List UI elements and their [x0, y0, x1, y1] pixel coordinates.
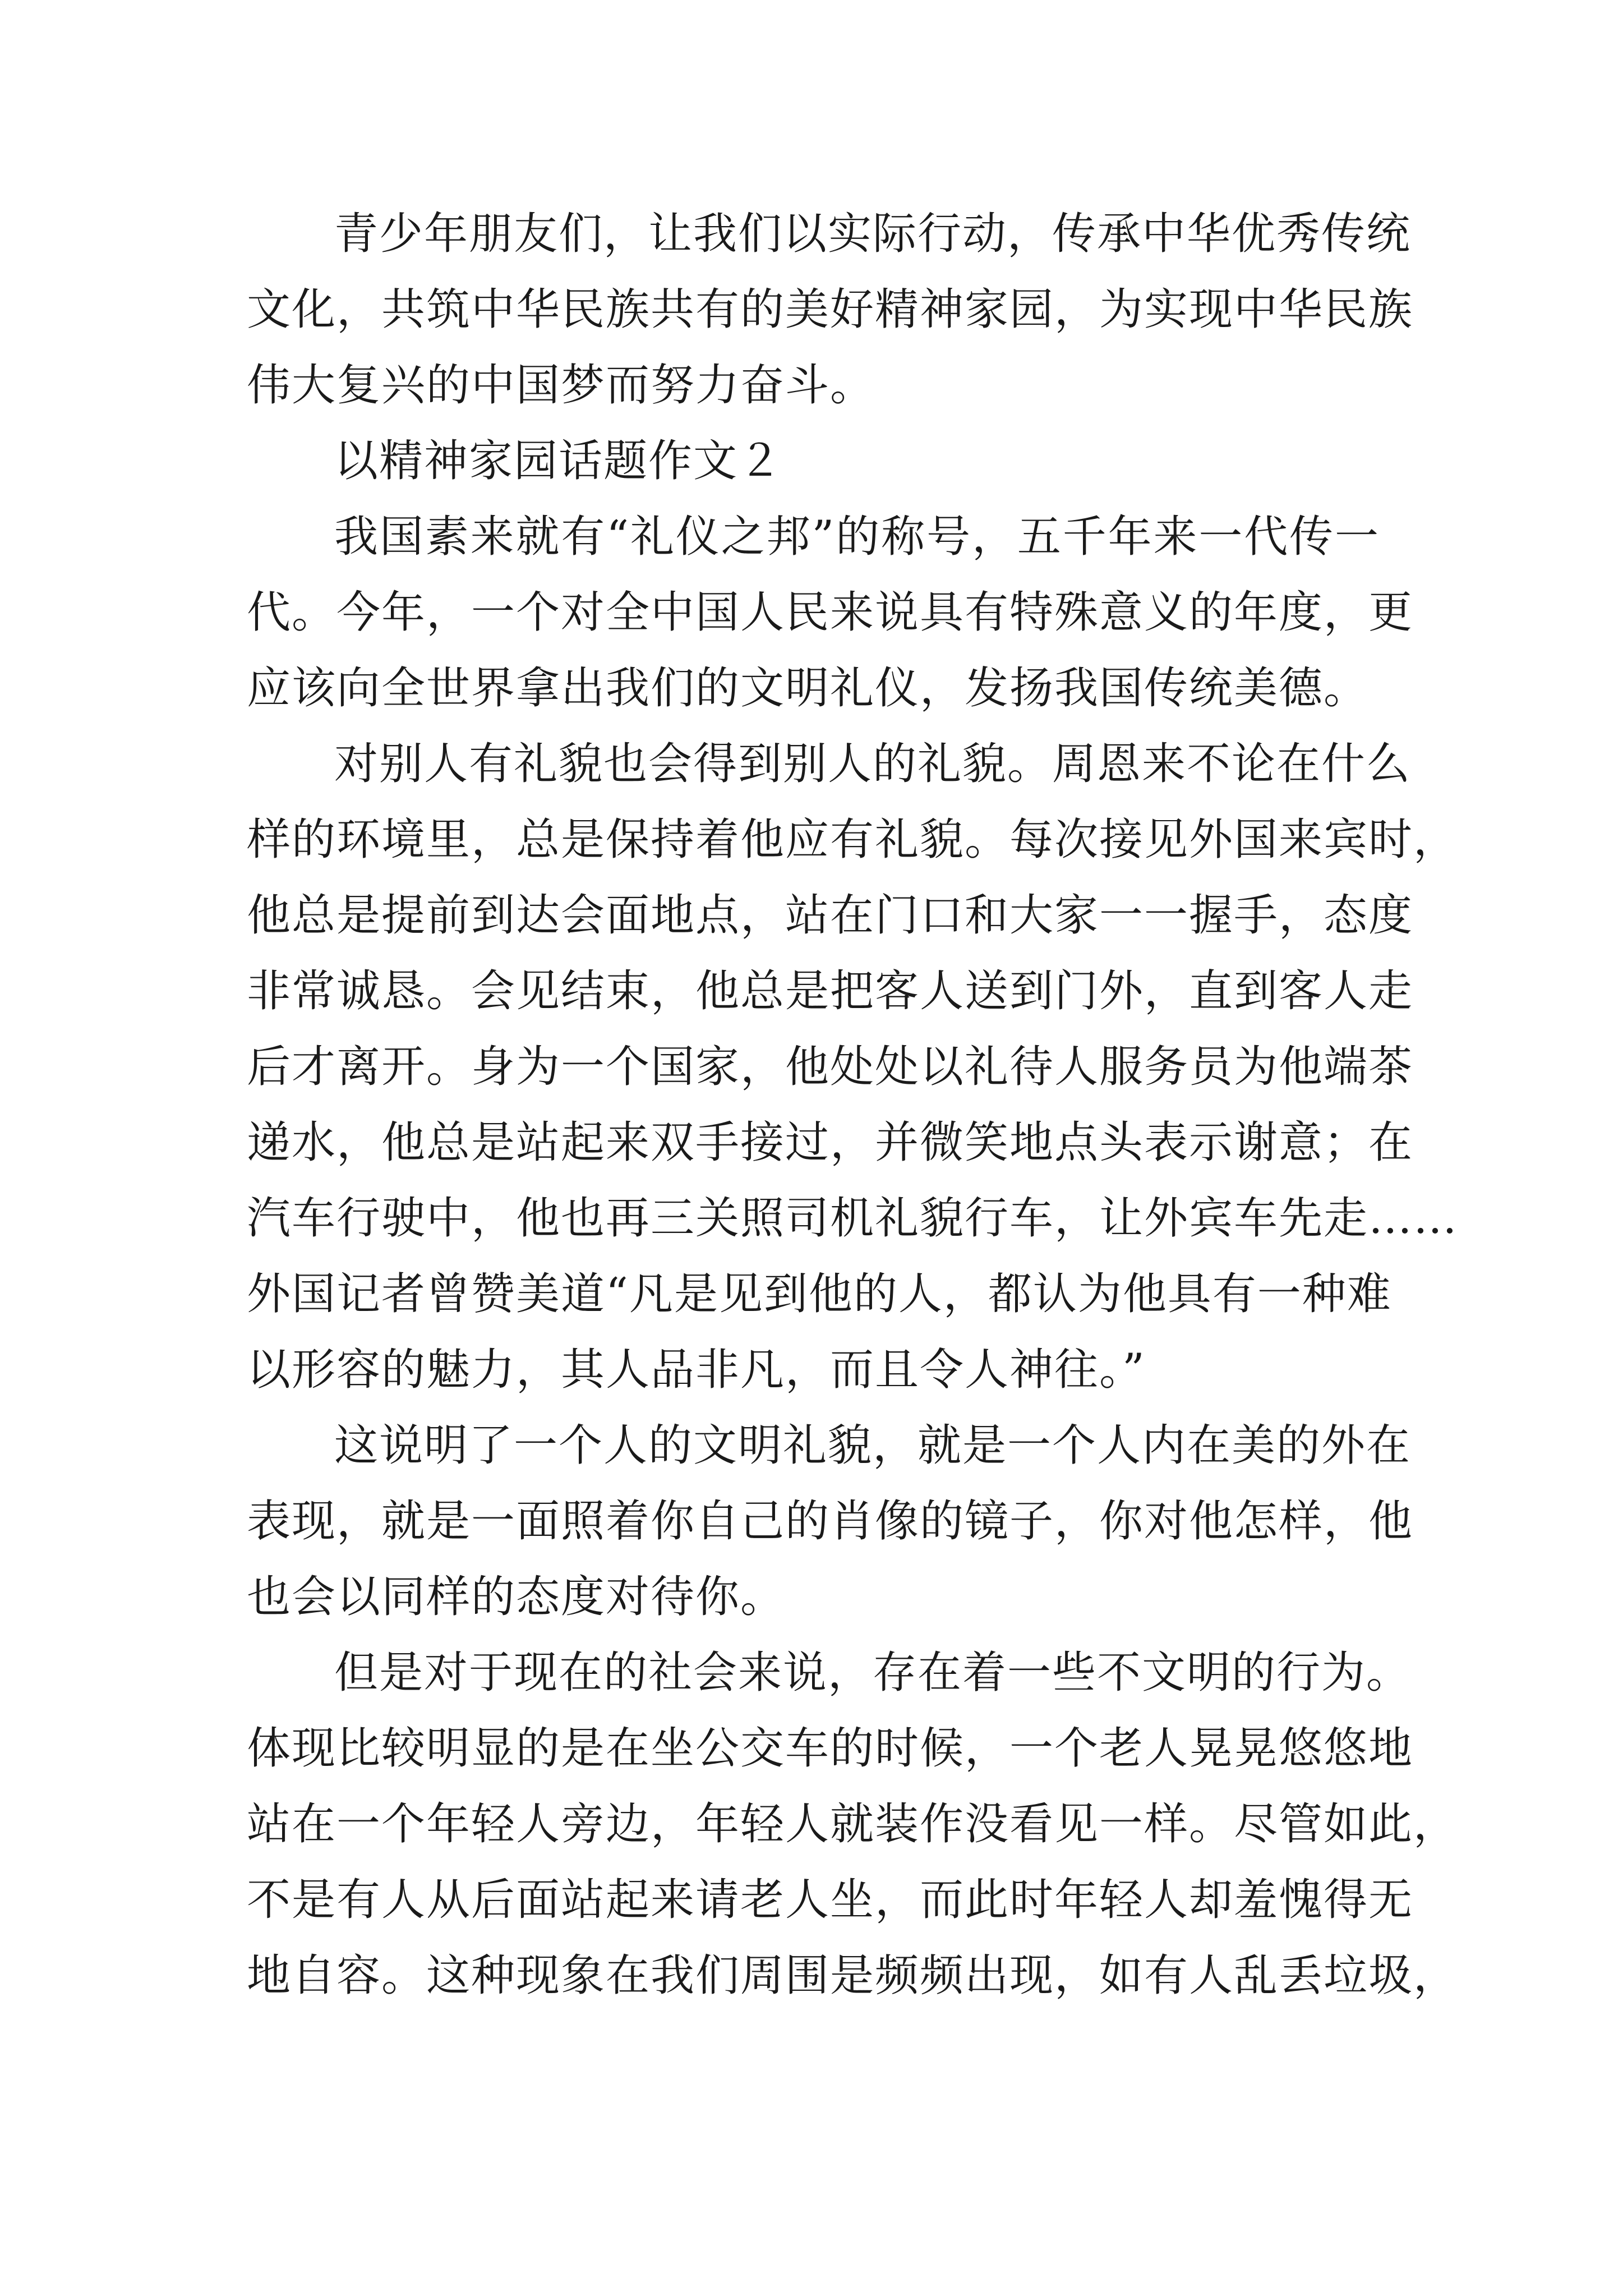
text-line: 不是有人从后面站起来请老人坐，而此时年轻人却羞愧得无 [247, 1875, 1414, 1925]
text-line: 对别人有礼貌也会得到别人的礼貌。周恩来不论在什么 [334, 739, 1412, 789]
text-line: 后才离开。身为一个国家，他处处以礼待人服务员为他端茶 [247, 1042, 1414, 1092]
text-line: 外国记者曾赞美道“凡是见到他的人，都认为他具有一种难 [247, 1269, 1392, 1319]
section-heading [247, 424, 1380, 499]
text-line: 应该向全世界拿出我们的文明礼仪，发扬我国传统美德。 [247, 663, 1369, 714]
text-line: 但是对于现在的社会来说，存在着一些不文明的行为。 [334, 1648, 1412, 1698]
text-line: 汽车行驶中，他也再三关照司机礼貌行车，让外宾车先走…… [247, 1193, 1459, 1244]
text-line: 体现比较明显的是在坐公交车的时候，一个老人晃晃悠悠地 [247, 1723, 1414, 1774]
text-line: 地自容。这种现象在我们周围是频频出现，如有人乱丢垃圾， [247, 1950, 1459, 2001]
text-line: 也会以同样的态度对待你。 [247, 1572, 786, 1622]
text-line: 文化，共筑中华民族共有的美好精神家园，为实现中华民族 [247, 284, 1414, 335]
text-line: 他总是提前到达会面地点，站在门口和大家一一握手，态度 [247, 890, 1414, 941]
paragraph-closing [247, 196, 1414, 424]
text-line: 表现，就是一面照着你自己的肖像的镜子，你对他怎样，他 [247, 1496, 1414, 1547]
paragraph-zhou-enlai [247, 726, 1459, 1408]
paragraph-explanation [247, 1408, 1414, 1635]
text-line: 伟大复兴的中国梦而努力奋斗。 [247, 360, 875, 411]
text-line: 非常诚恳。会见结束，他总是把客人送到门外，直到客人走 [247, 966, 1414, 1016]
text-line: 以形容的魅力，其人品非凡，而且令人神往。” [247, 1345, 1146, 1395]
text-line: 站在一个年轻人旁边，年轻人就装作没看见一样。尽管如此， [247, 1799, 1459, 1849]
text-line: 我国素来就有“礼仪之邦”的称号，五千年来一代传一 [334, 512, 1380, 562]
document-page [247, 196, 1459, 2014]
heading-text: 以精神家园话题作文２ [334, 436, 783, 486]
text-line: 样的环境里，总是保持着他应有礼貌。每次接见外国来宾时， [247, 815, 1459, 865]
text-line: 这说明了一个人的文明礼貌，就是一个人内在美的外在 [334, 1420, 1412, 1471]
text-line: 递水，他总是站起来双手接过，并微笑地点头表示谢意；在 [247, 1117, 1414, 1168]
paragraph-society [247, 1635, 1459, 2014]
paragraph-intro [247, 499, 1414, 726]
text-line: 代。今年，一个对全中国人民来说具有特殊意义的年度，更 [247, 587, 1414, 638]
text-line: 青少年朋友们，让我们以实际行动，传承中华优秀传统 [334, 209, 1412, 259]
